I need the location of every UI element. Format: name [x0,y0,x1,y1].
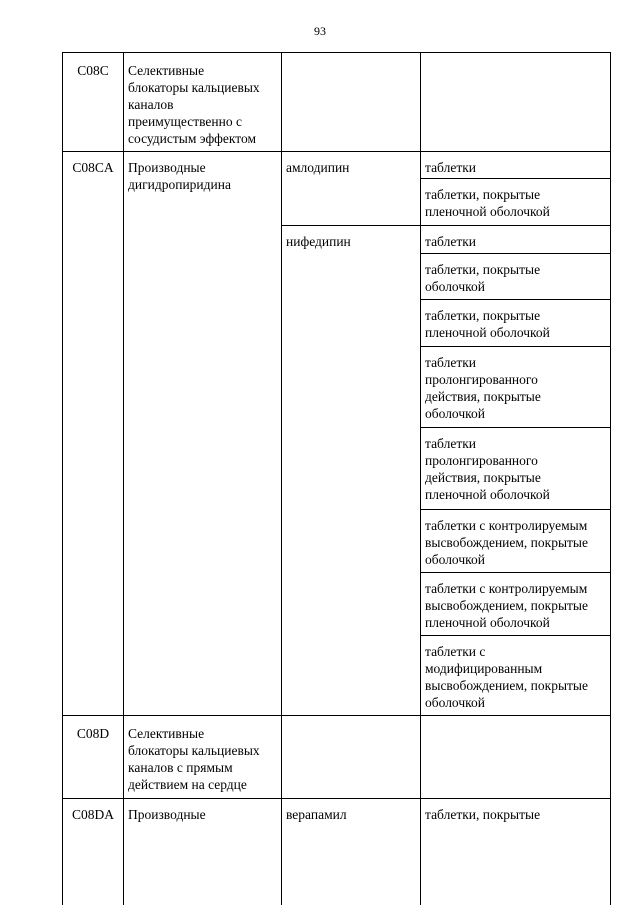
form-divider [420,299,611,300]
row-divider-c08ca [62,151,611,152]
row-divider-c08d [62,715,611,716]
dosage-form: таблетки пролонгированного действия, покрытые пленочной оболочкой [425,436,550,502]
form-divider [420,635,611,636]
page-number: 93 [314,24,326,38]
dosage-form: таблетки с контролируемым высвобождением, покрытые оболочкой [425,518,588,567]
dosage-form: таблетки, покрытые [425,807,541,822]
group-name: Производные [128,807,206,822]
dosage-form: таблетки, покрытые пленочной оболочкой [425,308,550,340]
atc-code: C08D [76,726,110,741]
column-divider-2 [281,52,282,905]
table-border-top [62,52,611,53]
atc-code: C08CA [72,160,114,175]
atc-code: C08DA [71,807,114,822]
dosage-form: таблетки, покрытые пленочной оболочкой [425,187,550,219]
form-divider [420,509,611,510]
drug-name: нифедипин [286,234,351,249]
table-border-left [62,52,63,905]
form-divider [420,346,611,347]
group-name: Селективные блокаторы кальциевых каналов преимущественно с сосудистым эффектом [128,63,260,146]
form-divider [420,427,611,428]
drug-name: амлодипин [286,160,350,175]
dosage-form: таблетки пролонгированного действия, покрытые оболочкой [425,355,541,421]
group-name: Производные дигидропиридина [128,160,231,192]
table-border-right [610,52,611,905]
form-divider [420,572,611,573]
column-divider-3 [420,52,421,905]
dosage-form: таблетки с контролируемым высвобождением, покрытые пленочной оболочкой [425,581,588,630]
form-divider [420,253,611,254]
atc-code: C08C [77,63,109,78]
row-divider-c08da [62,798,611,799]
drug-divider [281,225,611,226]
dosage-form: таблетки [425,234,477,249]
column-divider-1 [123,52,124,905]
dosage-form: таблетки [425,160,477,175]
group-name: Селективные блокаторы кальциевых каналов с прямым действием на сердце [128,726,260,792]
drug-name: верапамил [286,807,347,822]
form-divider [420,178,611,179]
dosage-form: таблетки, покрытые оболочкой [425,262,541,294]
dosage-form: таблетки с модифицированным высвобождением, покрытые оболочкой [425,644,588,710]
